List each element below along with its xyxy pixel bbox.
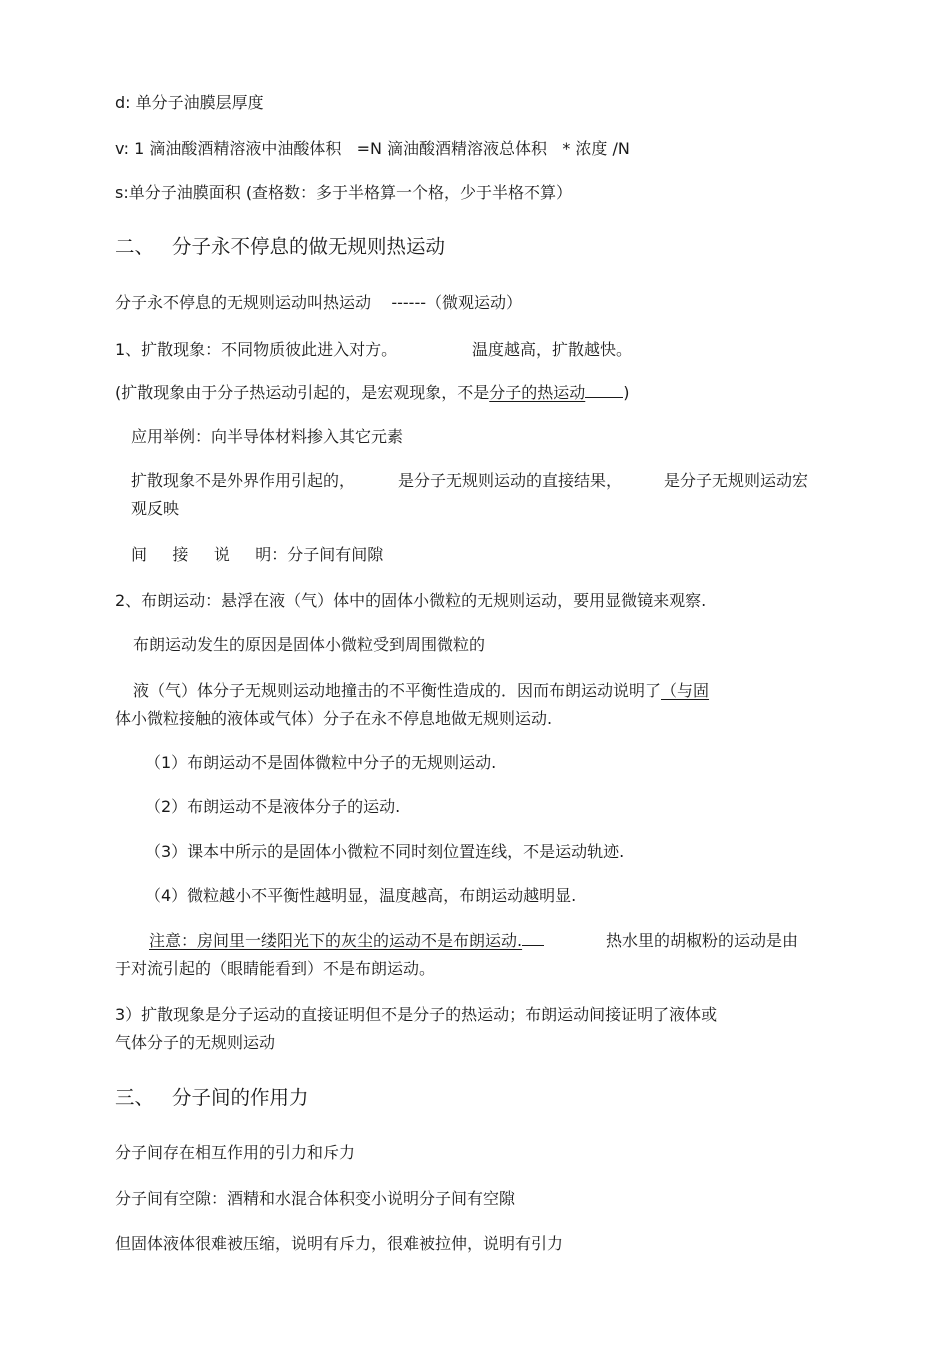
line-v: v: 1 滴油酸酒精溶液中油酸体积 =N 滴油酸酒精溶液总体积 * 浓度 /N [115, 139, 630, 158]
point-2: （2）布朗运动不是液体分子的运动. [145, 797, 401, 816]
brownian-cause-2-underlined: （与固 [661, 681, 710, 700]
indirect-explanation: 间 接 说 明：分子间有间隙 [131, 545, 384, 564]
diffusion-cause-b: 是分子无规则运动的直接结果， [398, 471, 623, 490]
underline-blank [585, 383, 623, 398]
diffusion-note-text: (扩散现象由于分子热运动引起的，是宏观现象，不是 [115, 383, 490, 402]
line-d: d: 单分子油膜层厚度 [115, 93, 264, 112]
brownian-cause-2-text: 液（气）体分子无规则运动地撞击的不平衡性造成的．因而布朗运动说明了 [133, 681, 662, 700]
note-underlined: 注意：房间里一缕阳光下的灰尘的运动不是布朗运动. [149, 931, 523, 950]
diffusion-cause-continued: 观反映 [131, 499, 180, 518]
brownian-cause-1: 布朗运动发生的原因是固体小微粒受到周围微粒的 [133, 635, 486, 654]
note-line-1 [149, 931, 544, 951]
underline-blank [522, 931, 544, 946]
brownian-cause-3: 体小微粒接触的液体或气体）分子在永不停息地做无规则运动. [115, 709, 553, 728]
note-line-1-tail: 热水里的胡椒粉的运动是由 [606, 931, 799, 950]
diffusion-note-underlined: 分子的热运动 [489, 383, 586, 402]
diffusion-cause-c: 是分子无规则运动宏 [664, 471, 809, 490]
section-3-heading: 分子间的作用力 [172, 1086, 309, 1109]
section-2-heading: 分子永不停息的做无规则热运动 [172, 235, 446, 258]
application-example: 应用举例：向半导体材料掺入其它元素 [131, 427, 404, 446]
diffusion-temperature: 温度越高，扩散越快。 [472, 340, 633, 359]
brownian-definition: 2、布朗运动：悬浮在液（气）体中的固体小微粒的无规则运动，要用显微镜来观察. [115, 591, 707, 610]
thermal-motion-definition: 分子永不停息的无规则运动叫热运动 ------（微观运动） [115, 293, 522, 312]
point-4: （4）微粒越小不平衡性越明显，温度越高，布朗运动越明显. [145, 886, 577, 905]
force-line-3: 但固体液体很难被压缩，说明有斥力，很难被拉伸，说明有引力 [115, 1234, 564, 1253]
note-line-2: 于对流引起的（眼睛能看到）不是布朗运动。 [115, 959, 436, 978]
conclusion-line-1: 3）扩散现象是分子运动的直接证明但不是分子的热运动；布朗运动间接证明了液体或 [115, 1005, 718, 1024]
brownian-cause-2 [133, 681, 709, 701]
diffusion-cause-a: 扩散现象不是外界作用引起的， [131, 471, 356, 490]
diffusion-definition: 1、扩散现象：不同物质彼此进入对方。 [115, 340, 398, 359]
line-s: s:单分子油膜面积 (查格数：多于半格算一个格，少于半格不算） [115, 183, 573, 202]
force-line-2: 分子间有空隙：酒精和水混合体积变小说明分子间有空隙 [115, 1189, 516, 1208]
point-1: （1）布朗运动不是固体微粒中分子的无规则运动. [145, 753, 497, 772]
conclusion-line-2: 气体分子的无规则运动 [115, 1033, 276, 1052]
point-3: （3）课本中所示的是固体小微粒不同时刻位置连线，不是运动轨迹. [145, 842, 625, 861]
section-3-number: 三、 [115, 1086, 155, 1109]
section-2-number: 二、 [115, 235, 155, 258]
force-line-1: 分子间存在相互作用的引力和斥力 [115, 1143, 356, 1162]
diffusion-note-close: ) [623, 383, 630, 402]
diffusion-note [115, 383, 630, 403]
